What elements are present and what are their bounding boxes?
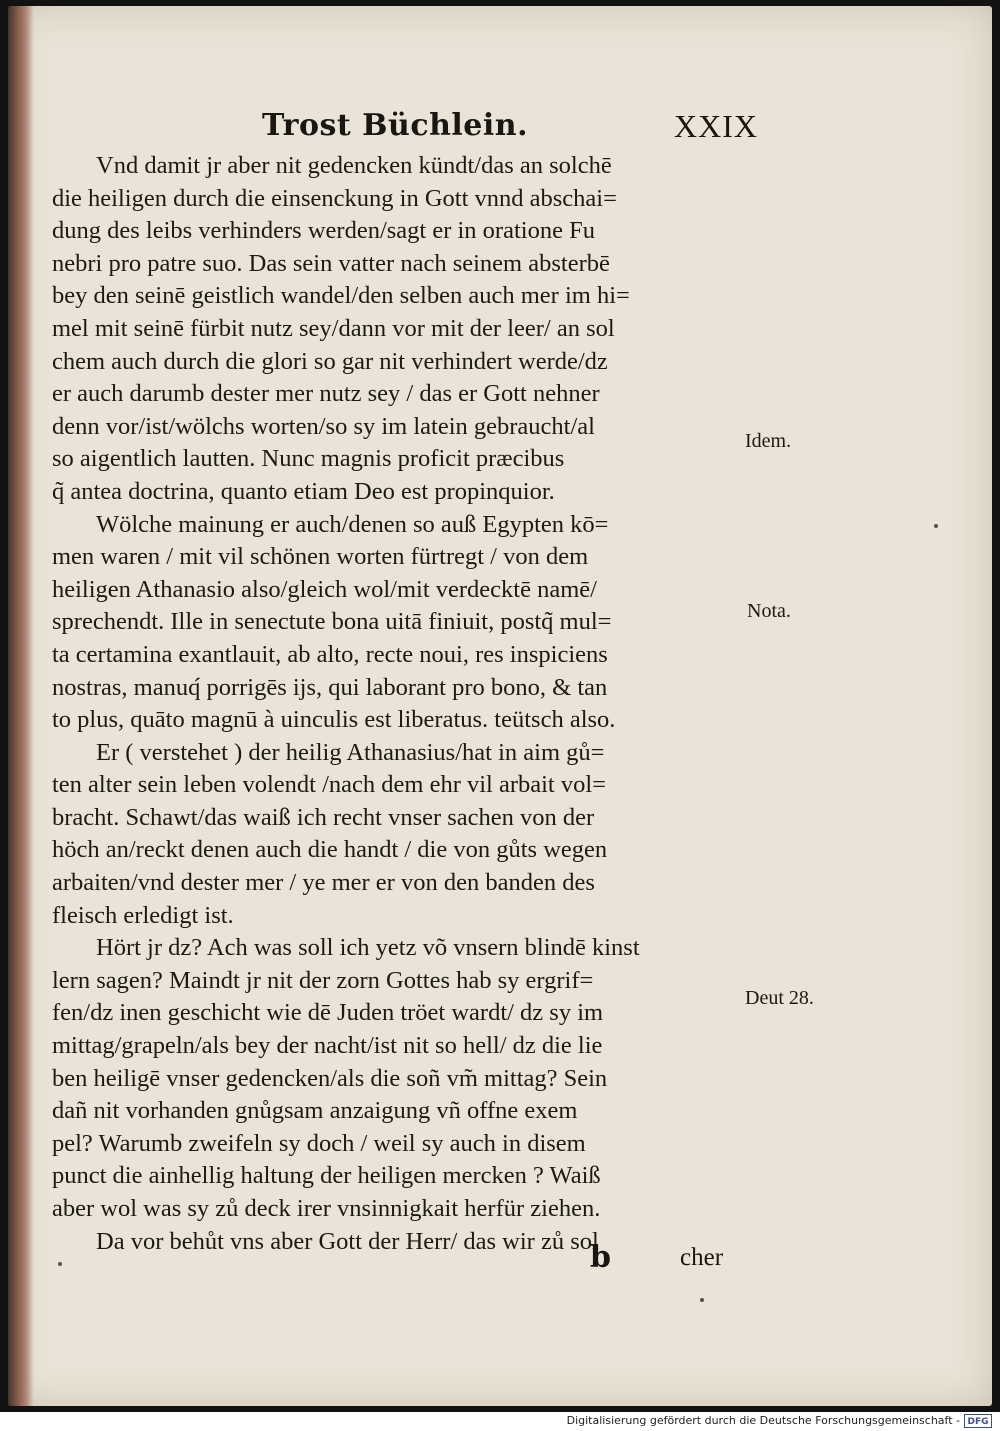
text-line: Wölche mainung er auch/denen so auß Egypten kō=	[96, 510, 609, 538]
catchword: cher	[680, 1244, 724, 1271]
text-line: dung des leibs verhinders werden/sagt er in oratione Fu	[52, 217, 595, 245]
text-line: Er ( verstehet ) der heilig Athanasius/hat in aim gů=	[96, 738, 605, 766]
marginal-note-nota: Nota.	[747, 600, 791, 622]
paper-speck	[58, 1262, 62, 1266]
text-line: bracht. Schawt/das waiß ich recht vnser sachen von der	[52, 803, 595, 831]
paper-speck	[934, 524, 938, 528]
text-line: bey den seinē geistlich wandel/den selben auch mer im hi=	[52, 282, 630, 310]
text-line: fen/dz inen geschicht wie dē Juden tröet wardt/ dz sy im	[52, 999, 604, 1027]
paper-speck	[700, 1298, 704, 1302]
page-header	[262, 108, 758, 148]
marginal-note-idem: Idem.	[745, 430, 792, 452]
running-title: Trost Büchlein.	[262, 108, 529, 143]
page-binding-edge	[8, 6, 34, 1406]
text-line: nostras, manuq́ porrigēs ijs, qui laborant pro bono, & tan	[52, 673, 608, 701]
text-line: fleisch erledigt ist.	[52, 901, 234, 929]
text-line: denn vor/ist/wölchs worten/so sy im latein gebraucht/al	[52, 412, 595, 440]
text-line: so aigentlich lautten. Nunc magnis proficit præcibus	[52, 445, 565, 473]
text-line: Vnd damit jr aber nit gedencken kündt/das an solchē	[96, 152, 612, 179]
text-line: ta certamina exantlauit, ab alto, recte noui, res inspiciens	[52, 640, 608, 668]
text-line: aber wol was sy zů deck irer vnsinnigkait herfür ziehen.	[52, 1195, 601, 1222]
text-line: pel? Warumb zweifeln sy doch / weil sy auch in disem	[52, 1129, 586, 1157]
text-line: nebri pro patre suo. Das sein vatter nach seinem absterbē	[52, 249, 610, 277]
text-line: men waren / mit vil schönen worten fürtregt / von dem	[52, 543, 589, 571]
text-line: to plus, quāto magnū à uinculis est liberatus. teütsch also.	[52, 706, 616, 734]
text-line: ten alter sein leben volendt /nach dem ehr vil arbait vol=	[52, 771, 606, 799]
text-line: punct die ainhellig haltung der heiligen mercken ? Waiß	[52, 1162, 601, 1190]
folio-number: XXIX	[674, 108, 758, 144]
text-line: er auch darumb dester mer nutz sey / das er Gott nehner	[52, 380, 600, 408]
dfg-logo: DFG	[964, 1414, 992, 1428]
text-line: die heiligen durch die einsenckung in Gott vnnd abschai=	[52, 184, 617, 212]
text-line: chem auch durch die glori so gar nit verhindert werde/dz	[52, 347, 608, 375]
text-line: Da vor behůt vns aber Gott der Herr/ das wir zů sol	[96, 1227, 599, 1255]
text-line: sprechendt. Ille in senectute bona uitā finiuit, postq̃ mul=	[52, 608, 612, 636]
main-text-block	[52, 150, 742, 1258]
text-line: mel mit seinē fürbit nutz sey/dann vor mit der leer/ an sol	[52, 314, 615, 342]
text-line: Hört jr dz? Ach was soll ich yetz võ vnsern blindē kinst	[96, 934, 640, 962]
text-line: lern sagen? Maindt jr nit der zorn Gottes hab sy ergrif=	[52, 966, 594, 994]
marginal-note-deut: Deut 28.	[745, 987, 814, 1009]
text-line: höch an/reckt denen auch die handt / die von gůts wegen	[52, 836, 608, 864]
text-line: arbaiten/vnd dester mer / ye mer er von den banden des	[52, 869, 595, 897]
digitization-footer	[0, 1412, 1000, 1431]
text-line: q̃ antea doctrina, quanto etiam Deo est propinquior.	[52, 477, 555, 505]
text-line: ben heiligē vnser gedencken/als die soñ vm̃ mittag? Sein	[52, 1064, 608, 1092]
footer-credit: Digitalisierung gefördert durch die Deutsche Forschungsgemeinschaft -	[566, 1414, 960, 1427]
signature-mark: b	[590, 1240, 611, 1275]
text-line: dañ nit vorhanden gnůgsam anzaigung vñ offne exem	[52, 1097, 578, 1125]
text-line: heiligen Athanasio also/gleich wol/mit verdecktē namē/	[52, 575, 597, 603]
text-line: mittag/grapeln/als bey der nacht/ist nit so hell/ dz die lie	[52, 1032, 603, 1060]
